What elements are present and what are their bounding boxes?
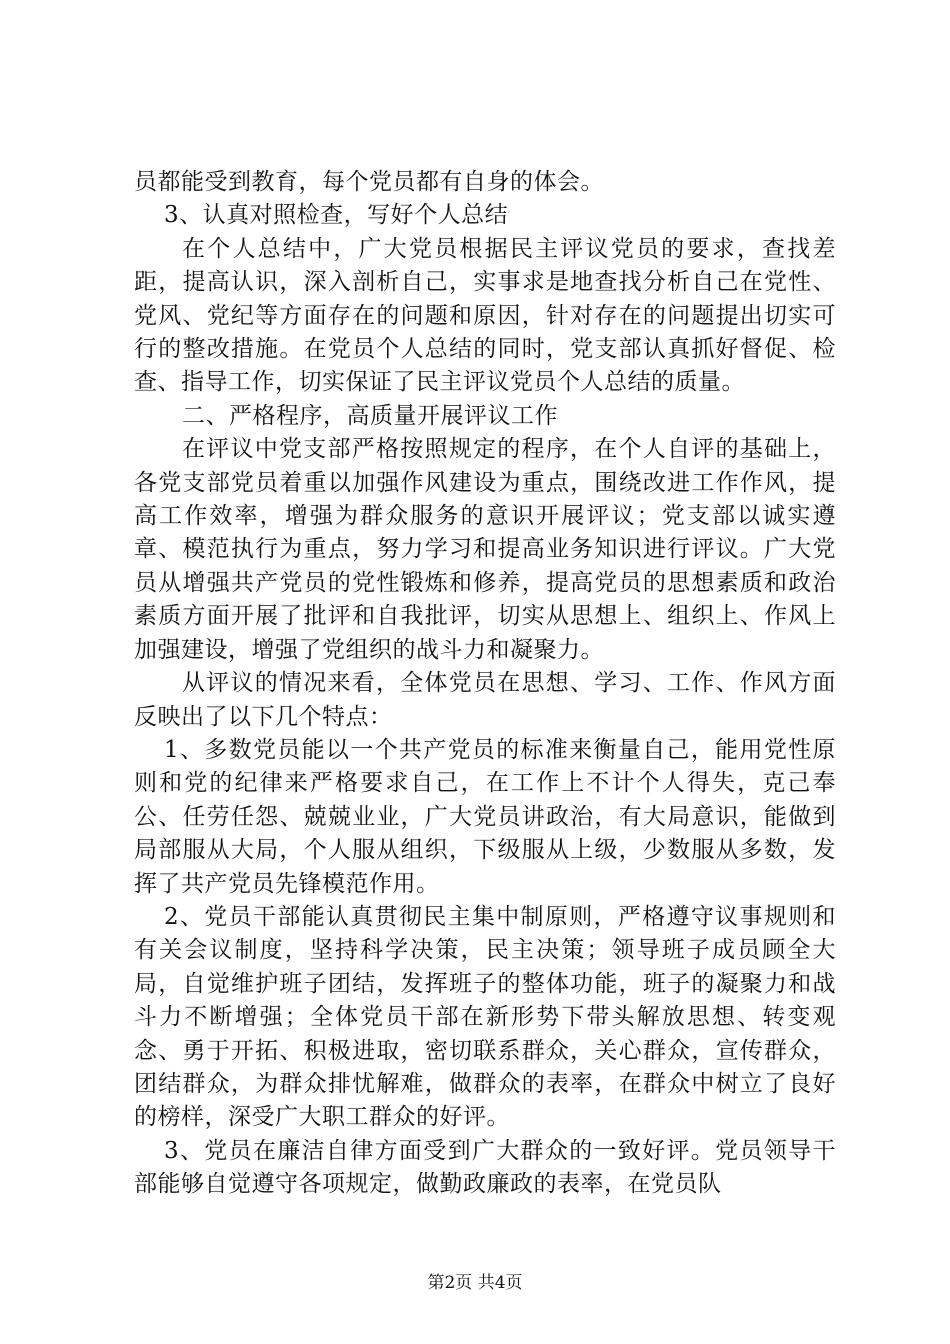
paragraph-9: 3、党员在廉洁自律方面受到广大群众的一致好评。党员领导干部能够自觉遵守各项规定，做勤政廉政的表率，在党员队 (134, 1137, 836, 1198)
paragraph-3: 在个人总结中，广大党员根据民主评议党员的要求，查找差距，提高认识，深入剖析自己，实事求是地查找分析自己在党性、党风、党纪等方面存在的问题和原因，针对存在的问题提出切实可行的整改措施。在党员个人总结的同时，党支部认真抓好督促、检查、指导工作，切实保证了民主评议党员个人总结的质量。 (134, 235, 836, 396)
page-footer: 第2页 共4页 (427, 1273, 523, 1293)
paragraph-6: 从评议的情况来看，全体党员在思想、学习、工作、作风方面反映出了以下几个特点： (134, 670, 836, 730)
paragraph-8: 2、党员干部能认真贯彻民主集中制原则，严格遵守议事规则和有关会议制度，坚持科学决策，民主决策；领导班子成员顾全大局，自觉维护班子团结，发挥班子的整体功能，班子的凝聚力和战斗力不断增强；全体党员干部在新形势下带头解放思想、转变观念、勇于开拓、积极进取，密切联系群众，关心群众，宣传群众，团结群众，为群众排忧解难，做群众的表率，在群众中树立了良好的榜样，深受广大职工群众的好评。 (134, 903, 836, 1131)
paragraph-2-heading: 3、认真对照检查，写好个人总结 (164, 202, 509, 229)
paragraph-7: 1、多数党员能以一个共产党员的标准来衡量自己，能用党性原则和党的纪律来严格要求自己，在工作上不计个人得失，克己奉公、任劳任怨、兢兢业业，广大党员讲政治，有大局意识，能做到局部服从大局，个人服从组织，下级服从上级，少数服从多数，发挥了共产党员先锋模范作用。 (134, 736, 836, 897)
paragraph-4-heading: 二、严格程序，高质量开展评议工作 (182, 402, 558, 429)
paragraph-1: 员都能受到教育，每个党员都有自身的体会。 (134, 169, 604, 195)
paragraph-5: 在评议中党支部严格按照规定的程序，在个人自评的基础上，各党支部党员着重以加强作风建设为重点，围绕改进工作作风，提高工作效率，增强为群众服务的意识开展评议；党支部以诚实遵章、模范执行为重点，努力学习和提高业务知识进行评议。广大党员从增强共产党员的党性锻炼和修养，提高党员的思想素质和政治素质方面开展了批评和自我批评，切实从思想上、组织上、作风上加强建设，增强了党组织的战斗力和凝聚力。 (134, 436, 836, 663)
document-body (134, 166, 836, 1202)
